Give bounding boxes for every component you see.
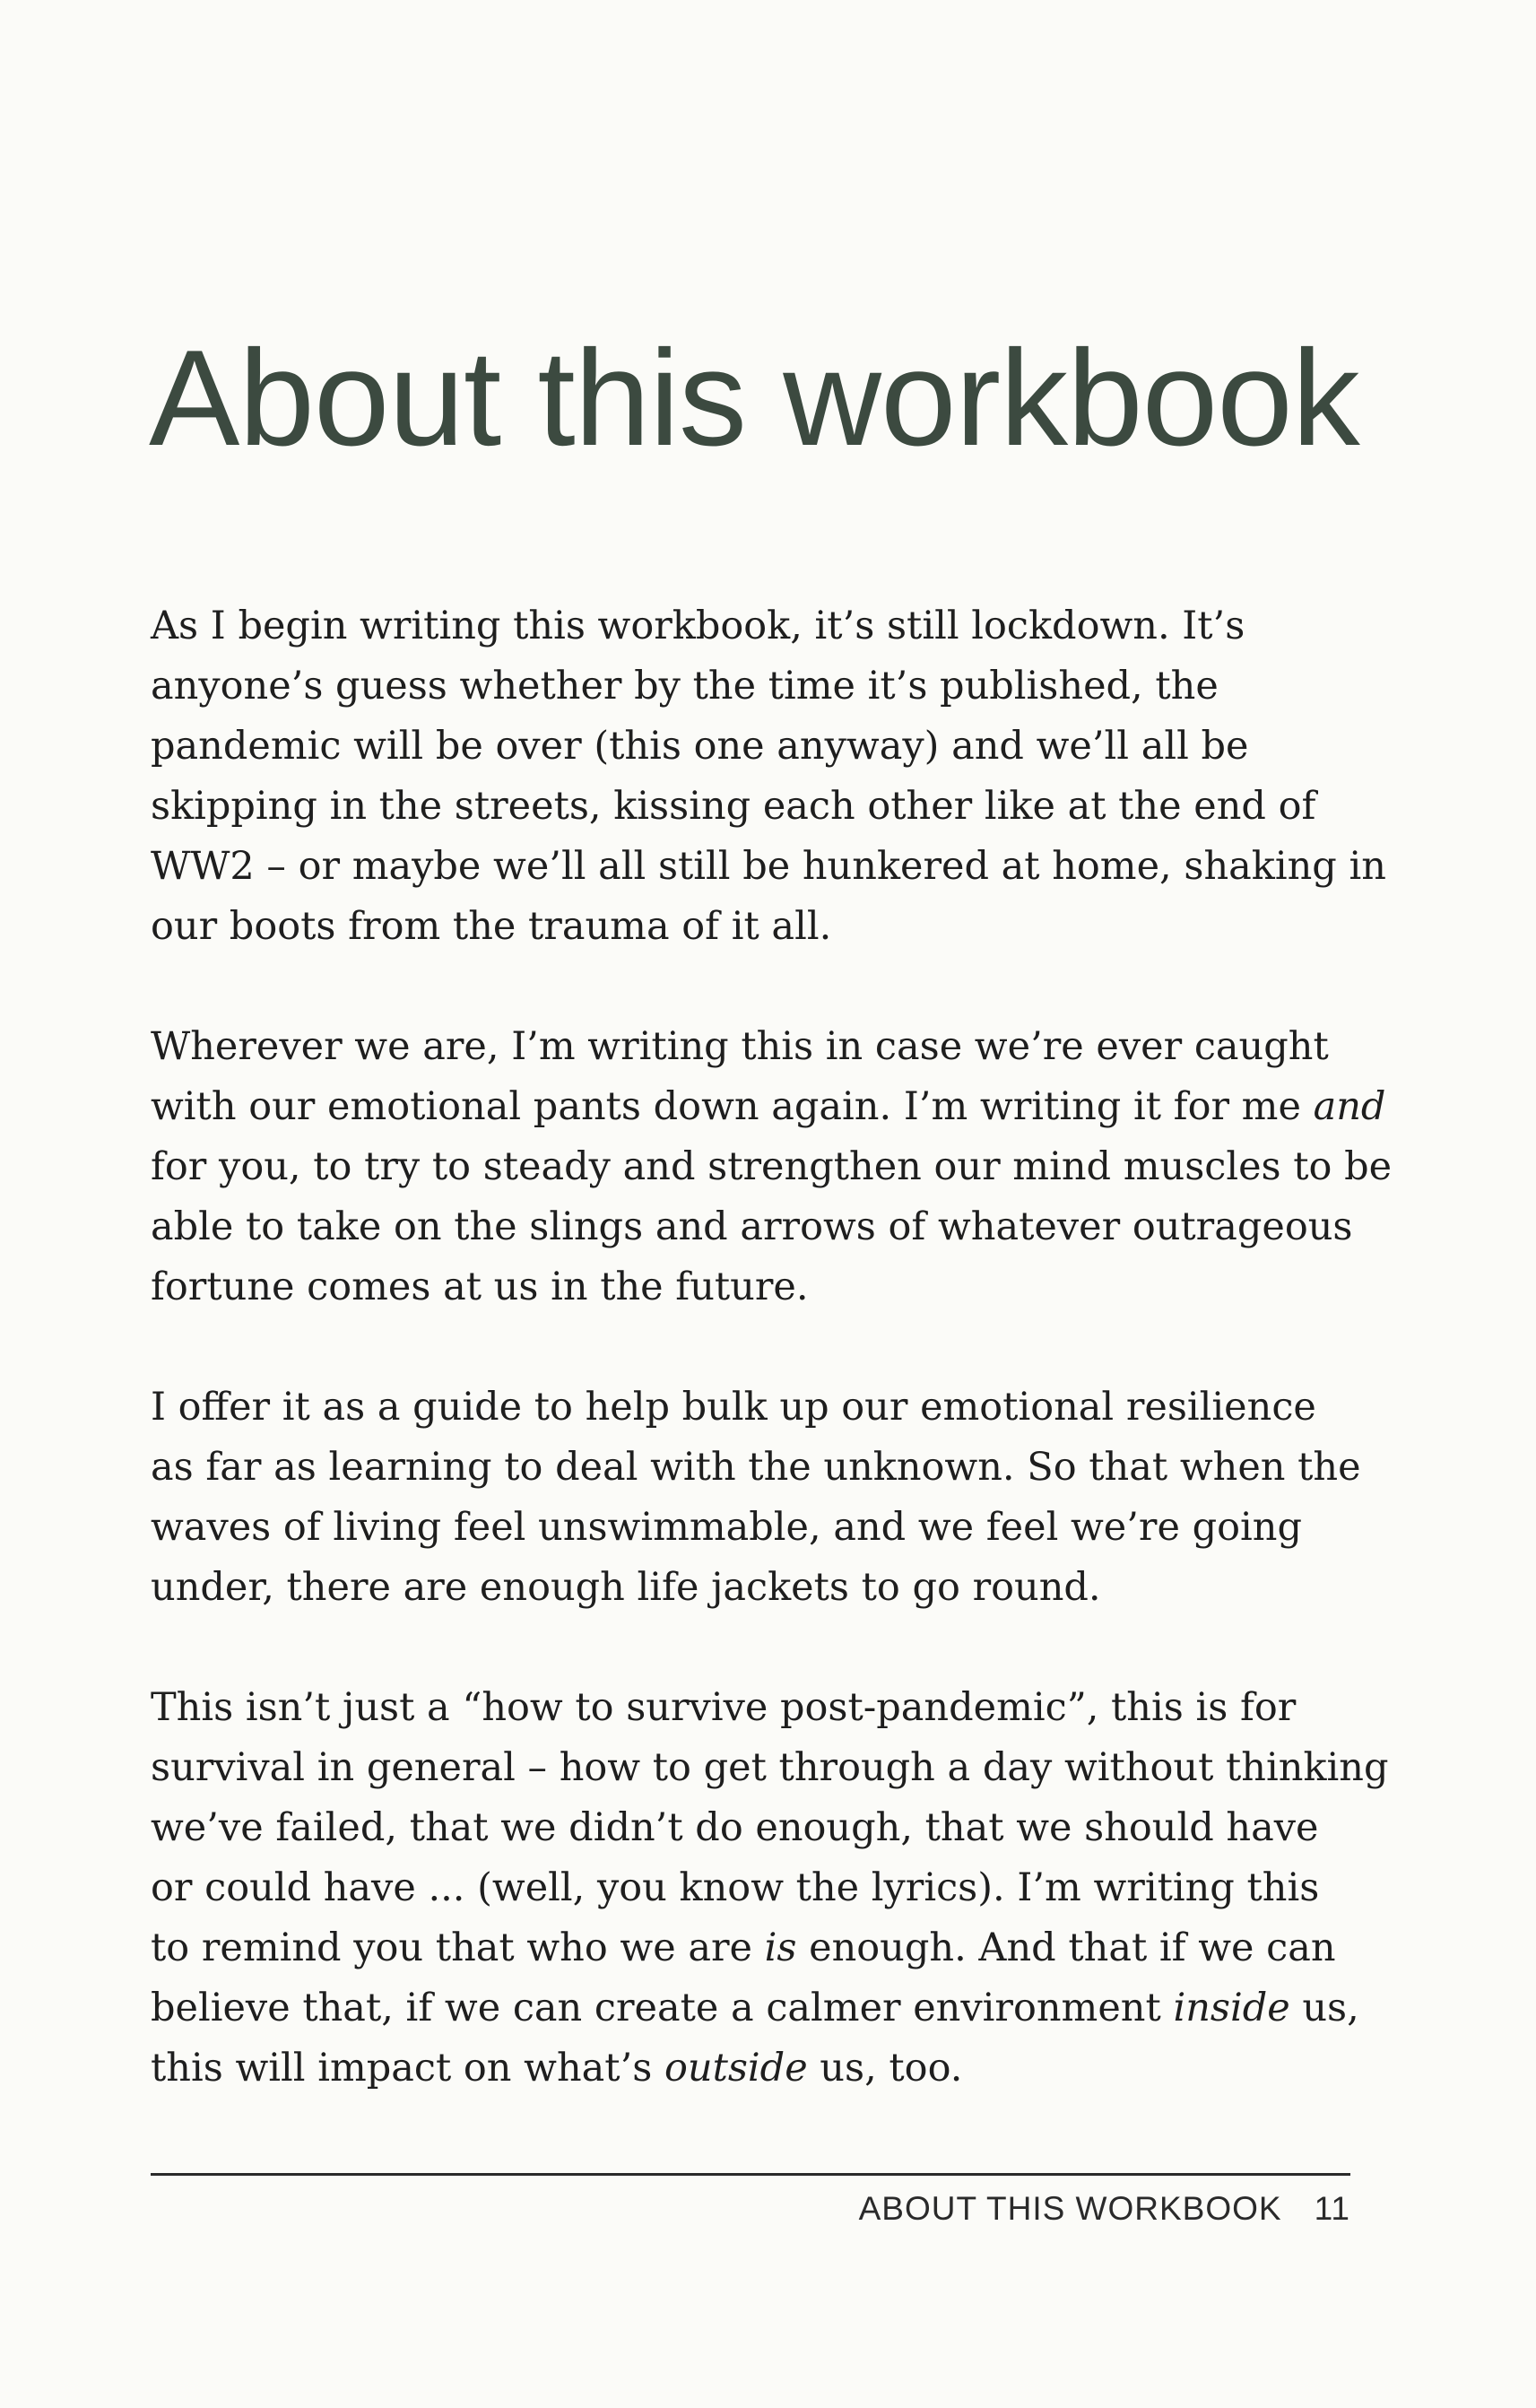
paragraph [151, 1378, 1370, 1618]
text-line: with our emotional pants down again. I’m writing it for me and [151, 1084, 1386, 1129]
text-line: waves of living feel unswimmable, and we feel we’re going [151, 1505, 1302, 1550]
text-line: under, there are enough life jackets to go round. [151, 1565, 1101, 1610]
page-number: 11 [1314, 2190, 1350, 2227]
page-title: About this workbook [149, 322, 1359, 474]
emphasis: is [764, 1926, 797, 1970]
text-line: skipping in the streets, kissing each other like at the end of [151, 784, 1316, 829]
text-line: believe that, if we can create a calmer environment inside us, [151, 1986, 1359, 2030]
text-line: pandemic will be over (this one anyway) and we’ll all be [151, 724, 1249, 769]
text-line: This isn’t just a “how to survive post-pandemic”, this is for [151, 1685, 1297, 1730]
paragraph [151, 596, 1386, 957]
text-line: for you, to try to steady and strengthen our mind muscles to be [151, 1144, 1393, 1189]
paragraph [151, 1017, 1393, 1317]
text-line: anyone’s guess whether by the time it’s published, the [151, 664, 1219, 708]
text-line: Wherever we are, I’m writing this in case we’re ever caught [151, 1024, 1329, 1069]
text-line: our boots from the trauma of it all. [151, 904, 832, 949]
text-line: this will impact on what’s outside us, too. [151, 2046, 963, 2091]
text-line: fortune comes at us in the future. [151, 1265, 809, 1309]
text-line: survival in general – how to get through a day without thinking [151, 1745, 1389, 1790]
text-line: or could have ... (well, you know the lyrics). I’m writing this [151, 1865, 1320, 1910]
text-line: As I begin writing this workbook, it’s still lockdown. It’s [151, 604, 1245, 648]
emphasis: and [1313, 1084, 1386, 1129]
text-line: able to take on the slings and arrows of whatever outrageous [151, 1204, 1353, 1249]
paragraph [151, 1678, 1389, 2099]
running-head: ABOUT THIS WORKBOOK [858, 2190, 1282, 2227]
emphasis: inside [1173, 1986, 1290, 2030]
page-footer [859, 2190, 1350, 2228]
text-line: to remind you that who we are is enough. And that if we can [151, 1926, 1336, 1970]
footer-divider [151, 2173, 1350, 2176]
text-line: I offer it as a guide to help bulk up our emotional resilience [151, 1385, 1316, 1430]
body-text [151, 596, 1393, 2159]
text-line: WW2 – or maybe we’ll all still be hunkered at home, shaking in [151, 844, 1386, 889]
text-line: as far as learning to deal with the unknown. So that when the [151, 1445, 1361, 1490]
emphasis: outside [664, 2046, 808, 2091]
text-line: we’ve failed, that we didn’t do enough, that we should have [151, 1805, 1319, 1850]
